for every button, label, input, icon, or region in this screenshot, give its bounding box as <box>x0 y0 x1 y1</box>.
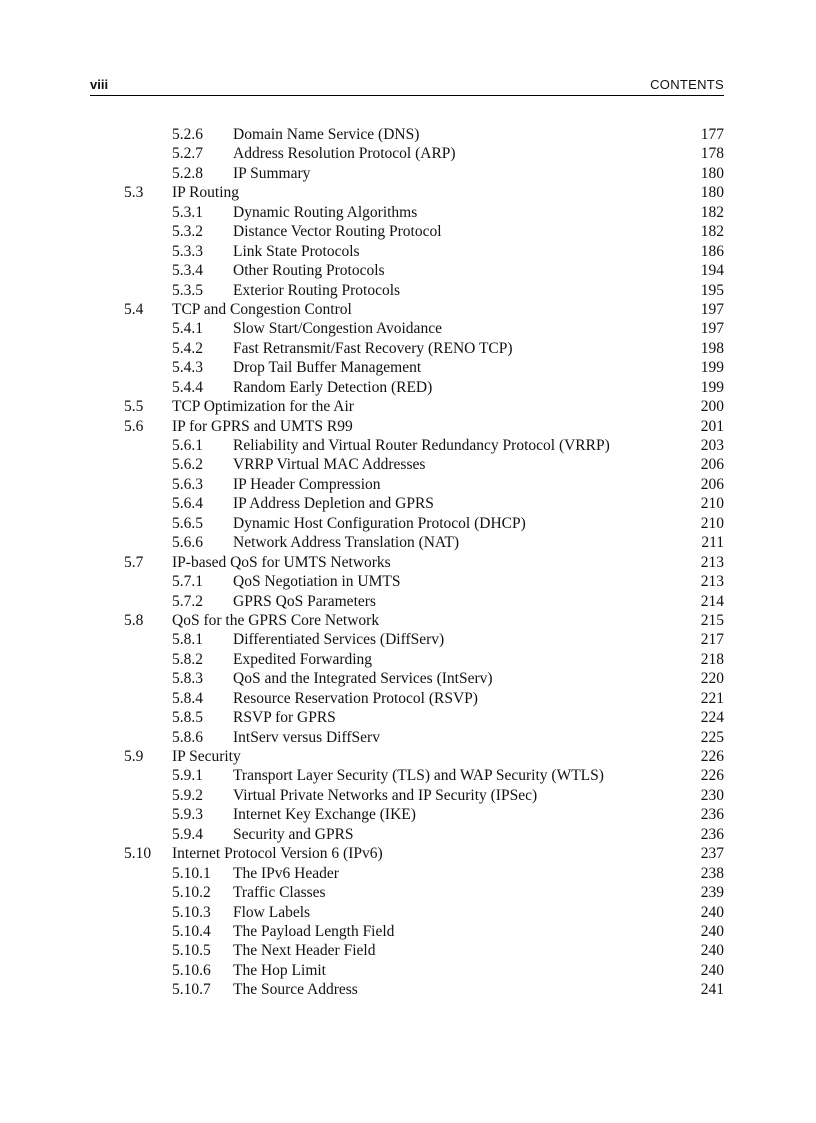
toc-entry-title: Address Resolution Protocol (ARP) <box>233 145 456 163</box>
page-number-label: viii <box>90 77 109 92</box>
toc-subsection-entry <box>0 961 816 980</box>
toc-entry-number: 5.8.3 <box>172 670 203 688</box>
toc-entry-number: 5.2.6 <box>172 126 203 143</box>
toc-entry-number: 5.8 <box>124 611 144 629</box>
toc-entry-number: 5.4.2 <box>172 339 203 357</box>
toc-entry-page: 240 <box>700 903 724 921</box>
toc-entry-page: 200 <box>700 398 724 416</box>
toc-subsection-entry <box>0 592 816 611</box>
toc-entry-page: 186 <box>700 242 724 260</box>
toc-entry-number: 5.7.2 <box>172 592 203 610</box>
toc-entry-page: 214 <box>700 592 724 610</box>
toc-entry-page: 178 <box>700 145 724 163</box>
toc-entry-page: 230 <box>700 786 724 804</box>
toc-entry-title: Dynamic Routing Algorithms <box>233 203 418 221</box>
toc-entry-number: 5.9.4 <box>172 825 203 843</box>
toc-entry-number: 5.3.5 <box>172 281 203 299</box>
toc-entry-title: IP Routing <box>172 184 240 202</box>
toc-entry-number: 5.10.7 <box>172 981 211 999</box>
toc-entry-page: 182 <box>700 223 724 241</box>
toc-entry-page: 206 <box>700 475 724 493</box>
toc-entry-number: 5.5 <box>124 398 144 416</box>
toc-subsection-entry <box>0 242 816 261</box>
toc-entry-page: 213 <box>700 553 724 571</box>
toc-entry-page: 236 <box>700 825 724 843</box>
toc-entry-page: 197 <box>700 300 724 318</box>
running-header <box>90 77 724 96</box>
toc-entry-title: The Hop Limit <box>233 961 326 979</box>
toc-subsection-entry <box>0 261 816 280</box>
toc-entry-number: 5.10.2 <box>172 884 211 902</box>
toc-entry-title: The Payload Length Field <box>233 922 395 940</box>
toc-entry-title: QoS and the Integrated Services (IntServ) <box>233 670 493 688</box>
toc-section-entry <box>0 611 816 630</box>
toc-entry-title: Slow Start/Congestion Avoidance <box>233 320 442 338</box>
toc-entry-title: RSVP for GPRS <box>233 709 336 727</box>
toc-entry-page: 210 <box>700 514 724 532</box>
toc-entry-title: Random Early Detection (RED) <box>233 378 433 396</box>
toc-entry-title: IP Address Depletion and GPRS <box>233 495 434 513</box>
table-of-contents <box>0 125 816 1000</box>
toc-entry-number: 5.2.7 <box>172 145 203 163</box>
toc-entry-page: 237 <box>700 845 724 863</box>
toc-entry-page: 199 <box>700 378 724 396</box>
toc-subsection-entry <box>0 203 816 222</box>
toc-entry-title: VRRP Virtual MAC Addresses <box>233 456 426 474</box>
toc-entry-page: 180 <box>700 164 724 182</box>
toc-entry-title: Link State Protocols <box>233 242 360 260</box>
toc-entry-title: Virtual Private Networks and IP Security (IPSec) <box>233 786 538 804</box>
toc-entry-title: Internet Key Exchange (IKE) <box>233 806 416 824</box>
toc-entry-page: 241 <box>700 981 724 999</box>
toc-entry-title: Transport Layer Security (TLS) and WAP Security (WTLS) <box>233 767 604 785</box>
toc-subsection-entry <box>0 669 816 688</box>
toc-entry-page: 221 <box>700 689 724 707</box>
toc-entry-title: Fast Retransmit/Fast Recovery (RENO TCP) <box>233 339 513 357</box>
toc-entry-number: 5.4.1 <box>172 320 203 338</box>
toc-subsection-entry <box>0 689 816 708</box>
toc-entry-title: Internet Protocol Version 6 (IPv6) <box>172 845 383 863</box>
toc-entry-number: 5.9 <box>124 748 144 765</box>
toc-entry-number: 5.2.8 <box>172 164 203 182</box>
toc-entry-page: 180 <box>700 184 724 202</box>
toc-subsection-entry <box>0 475 816 494</box>
toc-entry-page: 177 <box>700 126 724 143</box>
toc-entry-number: 5.10.6 <box>172 961 211 979</box>
toc-entry-title: TCP and Congestion Control <box>172 300 352 318</box>
toc-entry-page: 198 <box>700 339 724 357</box>
toc-subsection-entry <box>0 941 816 960</box>
toc-section-entry <box>0 397 816 416</box>
toc-subsection-entry <box>0 572 816 591</box>
toc-subsection-entry <box>0 125 816 144</box>
toc-entry-title: Distance Vector Routing Protocol <box>233 223 442 241</box>
toc-entry-number: 5.9.2 <box>172 786 203 804</box>
toc-entry-page: 203 <box>700 437 724 454</box>
toc-entry-number: 5.9.3 <box>172 806 203 824</box>
toc-entry-number: 5.6.3 <box>172 475 203 493</box>
toc-entry-title: Other Routing Protocols <box>233 262 385 280</box>
toc-entry-page: 218 <box>700 650 724 668</box>
toc-entry-title: QoS Negotiation in UMTS <box>233 573 401 591</box>
toc-entry-page: 213 <box>700 573 724 591</box>
toc-subsection-entry <box>0 766 816 785</box>
toc-subsection-entry <box>0 903 816 922</box>
toc-subsection-entry <box>0 514 816 533</box>
toc-entry-number: 5.6 <box>124 417 144 435</box>
toc-entry-number: 5.8.6 <box>172 728 203 746</box>
toc-entry-page: 240 <box>700 942 724 960</box>
toc-entry-page: 210 <box>700 495 724 513</box>
toc-entry-title: IP-based QoS for UMTS Networks <box>172 553 391 571</box>
toc-entry-title: The Next Header Field <box>233 942 376 960</box>
toc-entry-number: 5.9.1 <box>172 767 203 785</box>
toc-subsection-entry <box>0 144 816 163</box>
toc-entry-page: 239 <box>700 884 724 902</box>
toc-entry-number: 5.3.1 <box>172 203 203 221</box>
toc-entry-number: 5.10.1 <box>172 864 211 882</box>
toc-subsection-entry <box>0 358 816 377</box>
toc-entry-page: 225 <box>700 728 724 746</box>
toc-entry-page: 220 <box>700 670 724 688</box>
toc-entry-page: 215 <box>700 611 724 629</box>
toc-subsection-entry <box>0 825 816 844</box>
toc-entry-number: 5.3.2 <box>172 223 203 241</box>
toc-subsection-entry <box>0 222 816 241</box>
toc-section-entry <box>0 553 816 572</box>
toc-section-entry <box>0 844 816 863</box>
toc-entry-title: The Source Address <box>233 981 358 999</box>
toc-entry-number: 5.10 <box>124 845 152 863</box>
toc-entry-number: 5.7.1 <box>172 573 203 591</box>
toc-entry-title: The IPv6 Header <box>233 864 339 882</box>
toc-entry-number: 5.4.4 <box>172 378 203 396</box>
toc-entry-title: IP Header Compression <box>233 475 381 493</box>
toc-entry-number: 5.10.5 <box>172 942 211 960</box>
toc-section-entry <box>0 417 816 436</box>
toc-section-entry <box>0 300 816 319</box>
toc-entry-number: 5.3.4 <box>172 262 203 280</box>
toc-entry-title: IP Summary <box>233 164 311 182</box>
toc-entry-title: IP for GPRS and UMTS R99 <box>172 417 353 435</box>
toc-entry-title: Resource Reservation Protocol (RSVP) <box>233 689 478 707</box>
toc-entry-page: 197 <box>700 320 724 338</box>
toc-entry-title: Exterior Routing Protocols <box>233 281 401 299</box>
toc-subsection-entry <box>0 728 816 747</box>
toc-subsection-entry <box>0 281 816 300</box>
toc-subsection-entry <box>0 864 816 883</box>
toc-entry-number: 5.6.4 <box>172 495 203 513</box>
toc-entry-number: 5.8.5 <box>172 709 203 727</box>
toc-entry-page: 195 <box>700 281 724 299</box>
toc-entry-number: 5.6.1 <box>172 437 203 454</box>
toc-subsection-entry <box>0 980 816 999</box>
toc-subsection-entry <box>0 922 816 941</box>
toc-entry-number: 5.3.3 <box>172 242 203 260</box>
toc-section-entry <box>0 747 816 766</box>
toc-entry-page: 194 <box>700 262 724 280</box>
toc-subsection-entry <box>0 436 816 455</box>
toc-entry-title: IP Security <box>172 748 241 765</box>
toc-subsection-entry <box>0 494 816 513</box>
toc-entry-title: Expedited Forwarding <box>233 650 373 668</box>
toc-entry-number: 5.4.3 <box>172 359 203 377</box>
toc-entry-page: 199 <box>700 359 724 377</box>
toc-entry-number: 5.8.1 <box>172 631 203 649</box>
toc-entry-page: 226 <box>700 767 724 785</box>
toc-entry-title: Dynamic Host Configuration Protocol (DHCP) <box>233 514 526 532</box>
toc-subsection-entry <box>0 533 816 552</box>
toc-entry-number: 5.7 <box>124 553 144 571</box>
toc-entry-number: 5.6.2 <box>172 456 203 474</box>
toc-subsection-entry <box>0 319 816 338</box>
toc-entry-title: Traffic Classes <box>233 884 326 902</box>
toc-entry-page: 217 <box>700 631 724 649</box>
toc-entry-number: 5.10.3 <box>172 903 211 921</box>
toc-entry-number: 5.10.4 <box>172 922 211 940</box>
toc-entry-page: 240 <box>700 922 724 940</box>
toc-entry-number: 5.6.6 <box>172 534 203 552</box>
toc-entry-page: 201 <box>700 417 724 435</box>
toc-entry-number: 5.6.5 <box>172 514 203 532</box>
toc-entry-number: 5.3 <box>124 184 144 202</box>
toc-entry-page: 236 <box>700 806 724 824</box>
toc-entry-title: IntServ versus DiffServ <box>233 728 380 746</box>
toc-subsection-entry <box>0 786 816 805</box>
toc-subsection-entry <box>0 650 816 669</box>
toc-entry-title: QoS for the GPRS Core Network <box>172 611 380 629</box>
toc-entry-title: Security and GPRS <box>233 825 354 843</box>
toc-entry-page: 211 <box>701 534 724 552</box>
toc-subsection-entry <box>0 378 816 397</box>
toc-entry-title: GPRS QoS Parameters <box>233 592 376 610</box>
toc-section-entry <box>0 183 816 202</box>
toc-subsection-entry <box>0 339 816 358</box>
toc-subsection-entry <box>0 455 816 474</box>
toc-entry-title: Differentiated Services (DiffServ) <box>233 631 445 649</box>
toc-entry-number: 5.8.4 <box>172 689 203 707</box>
running-title: CONTENTS <box>650 77 724 92</box>
toc-entry-title: Flow Labels <box>233 903 311 921</box>
toc-entry-title: Domain Name Service (DNS) <box>233 126 420 143</box>
toc-subsection-entry <box>0 883 816 902</box>
toc-subsection-entry <box>0 164 816 183</box>
toc-entry-page: 240 <box>700 961 724 979</box>
toc-entry-page: 206 <box>700 456 724 474</box>
toc-entry-number: 5.4 <box>124 300 144 318</box>
toc-subsection-entry <box>0 630 816 649</box>
toc-subsection-entry <box>0 805 816 824</box>
toc-entry-page: 238 <box>700 864 724 882</box>
toc-entry-title: Drop Tail Buffer Management <box>233 359 422 377</box>
toc-subsection-entry <box>0 708 816 727</box>
toc-entry-title: Reliability and Virtual Router Redundancy Protocol (VRRP) <box>233 437 610 454</box>
toc-entry-title: Network Address Translation (NAT) <box>233 534 460 552</box>
toc-entry-title: TCP Optimization for the Air <box>172 398 354 416</box>
toc-entry-number: 5.8.2 <box>172 650 203 668</box>
toc-entry-page: 182 <box>700 203 724 221</box>
toc-entry-page: 224 <box>700 709 724 727</box>
toc-entry-page: 226 <box>700 748 724 765</box>
